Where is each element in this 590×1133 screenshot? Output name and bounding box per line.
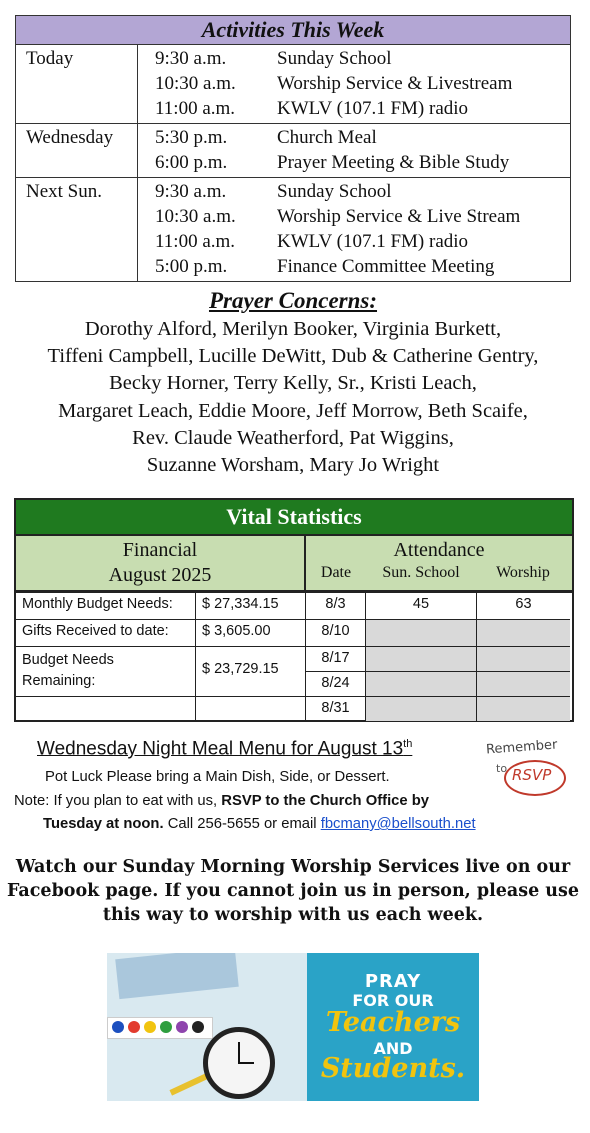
prayer-line: Becky Horner, Terry Kelly, Sr., Kristi Leach, <box>109 372 477 395</box>
paint-palette-illustration <box>107 1017 213 1039</box>
worship-count: 63 <box>477 593 570 620</box>
vital-statistics-grid <box>16 593 572 721</box>
rsvp-word: RSVP <box>512 766 552 784</box>
poster-text: PRAY <box>364 971 422 992</box>
meal-menu-title-suffix: th <box>403 738 413 750</box>
activity-row <box>16 71 570 96</box>
activity-row <box>16 96 570 121</box>
budget-remaining-label <box>16 647 196 697</box>
activity-event: Prayer Meeting & Bible Study <box>277 152 510 173</box>
empty-cell <box>196 697 306 721</box>
budget-needs-value: $ 27,334.15 <box>196 593 306 620</box>
worship-count <box>477 697 570 721</box>
activity-time: 11:00 a.m. <box>155 231 236 252</box>
empty-cell <box>16 697 196 721</box>
vital-statistics-title: Vital Statistics <box>16 500 572 536</box>
worship-column-header: Worship <box>496 564 550 581</box>
livestream-line: this way to worship with us each week. <box>102 905 484 925</box>
worship-count <box>477 672 570 697</box>
email-link[interactable]: fbcmany@bellsouth.net <box>320 816 476 832</box>
meal-note-text: Call 256-5655 or email <box>163 816 321 832</box>
activity-time: 6:00 p.m. <box>155 152 228 173</box>
activity-time: 10:30 a.m. <box>155 206 236 227</box>
prayer-line: Suzanne Worsham, Mary Jo Wright <box>146 454 440 477</box>
attendance-date: 8/31 <box>306 697 366 721</box>
meal-menu-line <box>14 790 554 814</box>
vital-statistics-subheader <box>16 536 572 593</box>
vital-statistics-table <box>14 498 574 722</box>
prayer-line: Dorothy Alford, Merilyn Booker, Virginia Burkett, <box>84 318 502 340</box>
alarm-clock-icon <box>203 1027 275 1099</box>
worship-count <box>477 620 570 647</box>
meal-menu-body <box>14 766 554 837</box>
attendance-date: 8/17 <box>306 647 366 672</box>
date-column-header: Date <box>320 564 352 581</box>
prayer-line: Margaret Leach, Eddie Moore, Jeff Morrow, Beth Scaife, <box>58 399 528 422</box>
livestream-line: Facebook page. If you cannot join us in person, please use <box>6 881 580 901</box>
sunday-school-count <box>366 697 477 721</box>
column-divider <box>137 124 138 177</box>
activity-event: Sunday School <box>277 181 392 202</box>
activity-time: 11:00 a.m. <box>155 98 236 119</box>
rsvp-remember-text: Remember <box>485 737 558 758</box>
poster-text: Students. <box>320 1053 466 1084</box>
activities-group-today <box>16 45 570 124</box>
activity-row <box>16 179 570 204</box>
activity-row <box>16 46 570 71</box>
activity-row <box>16 204 570 229</box>
activity-day: Today <box>26 48 74 69</box>
attendance-header <box>306 536 572 590</box>
activity-time: 5:30 p.m. <box>155 127 228 148</box>
budget-needs-label: Monthly Budget Needs: <box>16 593 196 620</box>
activity-event: Church Meal <box>277 127 377 148</box>
meal-note-text: Note: If you plan to eat with us, <box>14 792 222 809</box>
activity-row <box>16 254 570 279</box>
activity-row <box>16 229 570 254</box>
prayer-line: Rev. Claude Weatherford, Pat Wiggins, <box>132 426 454 449</box>
meal-menu-line: Pot Luck Please bring a Main Dish, Side, or Dessert. <box>45 769 390 785</box>
pray-for-teachers-image <box>107 953 479 1101</box>
attendance-date: 8/24 <box>306 672 366 697</box>
livestream-notice <box>0 855 586 927</box>
sunday-school-count <box>366 620 477 647</box>
livestream-line: Watch our Sunday Morning Worship Services live on our <box>15 857 571 877</box>
meal-note-bold: RSVP to the Church Office by <box>221 792 430 809</box>
activities-group-wednesday <box>16 124 570 178</box>
activity-day: Next Sun. <box>26 181 102 202</box>
activity-event: KWLV (107.1 FM) radio <box>277 231 469 252</box>
poster-text: Teachers <box>325 1007 461 1038</box>
attendance-label: Attendance <box>393 539 485 561</box>
prayer-line: Tiffeni Campbell, Lucille DeWitt, Dub & Catherine Gentry, <box>47 345 539 368</box>
meal-menu-line <box>14 813 554 837</box>
gifts-received-value: $ 3,605.00 <box>196 620 306 647</box>
worship-count <box>477 647 570 672</box>
activity-event: Sunday School <box>277 48 392 69</box>
activities-title: Activities This Week <box>16 16 570 45</box>
poster-text: AND <box>373 1039 413 1058</box>
meal-menu-title-text: Wednesday Night Meal Menu for August 13 <box>37 738 404 760</box>
poster-text: FOR OUR <box>352 991 434 1010</box>
budget-remaining-label-line: Remaining: <box>22 673 96 689</box>
activities-table <box>15 15 571 282</box>
sunday-school-count <box>366 647 477 672</box>
financial-header <box>16 536 306 590</box>
activity-time: 9:30 a.m. <box>155 181 227 202</box>
attendance-date: 8/3 <box>306 593 366 620</box>
sunday-school-column-header: Sun. School <box>382 564 460 581</box>
rsvp-to-text: to <box>496 762 508 775</box>
meal-menu-title <box>37 738 412 760</box>
budget-remaining-value: $ 23,729.15 <box>196 647 306 697</box>
pray-poster <box>307 953 479 1101</box>
financial-month: August 2025 <box>108 564 212 586</box>
attendance-date: 8/10 <box>306 620 366 647</box>
prayer-concerns-title: Prayer Concerns: <box>208 288 378 313</box>
activity-event: Worship Service & Livestream <box>277 73 513 94</box>
book-illustration <box>115 953 239 999</box>
activity-event: Worship Service & Live Stream <box>277 206 521 227</box>
column-divider <box>137 45 138 123</box>
financial-label: Financial <box>122 539 198 561</box>
column-divider <box>137 178 138 281</box>
activity-time: 10:30 a.m. <box>155 73 236 94</box>
activity-day: Wednesday <box>26 127 114 148</box>
activity-time: 9:30 a.m. <box>155 48 227 69</box>
activity-event: KWLV (107.1 FM) radio <box>277 98 469 119</box>
activity-row <box>16 150 570 175</box>
activity-time: 5:00 p.m. <box>155 256 228 277</box>
gifts-received-label: Gifts Received to date: <box>16 620 196 647</box>
activity-row <box>16 125 570 150</box>
prayer-concerns-list <box>0 316 586 479</box>
sunday-school-count: 45 <box>366 593 477 620</box>
budget-remaining-label-line: Budget Needs <box>22 652 114 668</box>
activity-event: Finance Committee Meeting <box>277 256 495 277</box>
meal-note-bold: Tuesday at noon. <box>43 816 164 832</box>
activities-group-next-sunday <box>16 178 570 281</box>
sunday-school-count <box>366 672 477 697</box>
